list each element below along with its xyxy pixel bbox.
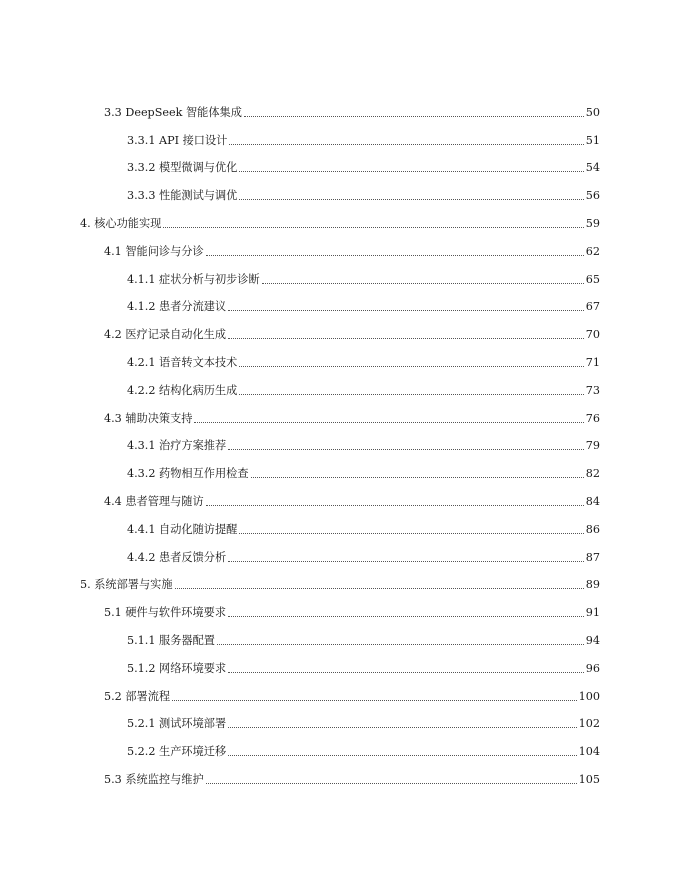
toc-entry[interactable] <box>0 454 680 482</box>
toc-entry-title: 5.2.2 生产环境迁移 <box>127 745 227 759</box>
toc-entry[interactable] <box>0 149 680 177</box>
toc-entry-page-number: 104 <box>578 745 600 759</box>
toc-entry[interactable] <box>0 399 680 427</box>
toc-entry-page-number: 62 <box>585 244 600 258</box>
toc-dot-leader <box>239 171 583 172</box>
toc-entry-title: 4.1.2 患者分流建议 <box>127 300 227 314</box>
toc-entry-title: 5.2.1 测试环境部署 <box>127 717 227 731</box>
toc-entry-title: 4.3 辅助决策支持 <box>104 411 193 425</box>
toc-dot-leader <box>172 700 577 701</box>
toc-dot-leader <box>206 505 584 506</box>
toc-entry[interactable] <box>0 732 680 760</box>
toc-entry-title: 4.2.2 结构化病历生成 <box>127 383 238 397</box>
toc-entry[interactable] <box>0 176 680 204</box>
toc-entry-page-number: 51 <box>585 133 600 147</box>
toc-dot-leader <box>262 283 584 284</box>
toc-dot-leader <box>244 116 584 117</box>
toc-entry-page-number: 76 <box>585 411 600 425</box>
toc-entry-page-number: 54 <box>585 161 600 175</box>
toc-dot-leader <box>228 672 584 673</box>
toc-entry-title: 4.4.2 患者反馈分析 <box>127 550 227 564</box>
toc-dot-leader <box>206 255 584 256</box>
toc-entry[interactable] <box>0 677 680 705</box>
toc-entry[interactable] <box>0 649 680 677</box>
toc-dot-leader <box>239 199 583 200</box>
toc-entry-title: 3.3 DeepSeek 智能体集成 <box>104 105 242 119</box>
toc-dot-leader <box>228 755 576 756</box>
toc-entry-page-number: 82 <box>585 467 600 481</box>
toc-dot-leader <box>228 310 584 311</box>
toc-dot-leader <box>251 477 584 478</box>
toc-entry[interactable] <box>0 760 680 788</box>
toc-dot-leader <box>228 561 584 562</box>
toc-dot-leader <box>206 783 577 784</box>
toc-entry-title: 5.3 系统监控与维护 <box>104 772 204 786</box>
toc-entry-page-number: 102 <box>578 717 600 731</box>
toc-entry-title: 5.2 部署流程 <box>104 689 171 703</box>
toc-entry-title: 4.3.1 治疗方案推荐 <box>127 439 227 453</box>
toc-entry-title: 5. 系统部署与实施 <box>80 578 173 592</box>
toc-entry-title: 4.1 智能问诊与分诊 <box>104 244 204 258</box>
toc-entry-title: 5.1 硬件与软件环境要求 <box>104 606 227 620</box>
toc-entry-title: 5.1.1 服务器配置 <box>127 633 215 647</box>
toc-entry[interactable] <box>0 538 680 566</box>
toc-entry-page-number: 73 <box>585 383 600 397</box>
toc-entry-page-number: 67 <box>585 300 600 314</box>
toc-dot-leader <box>239 366 583 367</box>
toc-dot-leader <box>194 422 583 423</box>
toc-entry[interactable] <box>0 566 680 594</box>
toc-entry-title: 4.1.1 症状分析与初步诊断 <box>127 272 260 286</box>
toc-entry-page-number: 91 <box>585 606 600 620</box>
toc-entry[interactable] <box>0 260 680 288</box>
toc-entry[interactable] <box>0 343 680 371</box>
toc-dot-leader <box>228 616 584 617</box>
toc-entry[interactable] <box>0 315 680 343</box>
toc-entry-page-number: 79 <box>585 439 600 453</box>
toc-entry-page-number: 87 <box>585 550 600 564</box>
toc-dot-leader <box>239 533 583 534</box>
toc-entry[interactable] <box>0 621 680 649</box>
toc-entry[interactable] <box>0 232 680 260</box>
toc-entry[interactable] <box>0 93 680 121</box>
table-of-contents <box>0 93 680 788</box>
toc-entry-page-number: 105 <box>578 772 600 786</box>
toc-entry[interactable] <box>0 427 680 455</box>
toc-dot-leader <box>228 338 584 339</box>
toc-entry-page-number: 86 <box>585 522 600 536</box>
toc-entry[interactable] <box>0 121 680 149</box>
toc-entry-title: 4.4 患者管理与随访 <box>104 494 204 508</box>
toc-entry-title: 4.3.2 药物相互作用检查 <box>127 467 249 481</box>
toc-entry[interactable] <box>0 371 680 399</box>
toc-entry-page-number: 70 <box>585 328 600 342</box>
toc-dot-leader <box>239 394 583 395</box>
toc-entry[interactable] <box>0 482 680 510</box>
toc-entry-page-number: 96 <box>585 661 600 675</box>
toc-entry-page-number: 89 <box>585 578 600 592</box>
toc-dot-leader <box>163 227 583 228</box>
toc-entry-title: 4.4.1 自动化随访提醒 <box>127 522 238 536</box>
toc-entry[interactable] <box>0 705 680 733</box>
toc-dot-leader <box>217 644 584 645</box>
toc-entry-title: 3.3.1 API 接口设计 <box>127 133 228 147</box>
toc-entry-page-number: 71 <box>585 355 600 369</box>
toc-entry-title: 5.1.2 网络环境要求 <box>127 661 227 675</box>
toc-entry[interactable] <box>0 288 680 316</box>
toc-entry-page-number: 65 <box>585 272 600 286</box>
toc-entry-page-number: 94 <box>585 633 600 647</box>
toc-entry[interactable] <box>0 510 680 538</box>
toc-entry[interactable] <box>0 204 680 232</box>
toc-entry-page-number: 50 <box>585 105 600 119</box>
toc-entry-title: 4.2.1 语音转文本技术 <box>127 355 238 369</box>
toc-dot-leader <box>228 449 584 450</box>
toc-dot-leader <box>228 727 576 728</box>
toc-entry-title: 3.3.2 模型微调与优化 <box>127 161 238 175</box>
toc-entry-page-number: 84 <box>585 494 600 508</box>
toc-entry-page-number: 100 <box>578 689 600 703</box>
toc-entry-title: 4.2 医疗记录自动化生成 <box>104 328 227 342</box>
toc-dot-leader <box>229 144 583 145</box>
toc-entry-title: 3.3.3 性能测试与调优 <box>127 189 238 203</box>
toc-dot-leader <box>175 588 584 589</box>
toc-entry-page-number: 56 <box>585 189 600 203</box>
toc-entry[interactable] <box>0 593 680 621</box>
toc-entry-title: 4. 核心功能实现 <box>80 216 162 230</box>
toc-entry-page-number: 59 <box>585 216 600 230</box>
